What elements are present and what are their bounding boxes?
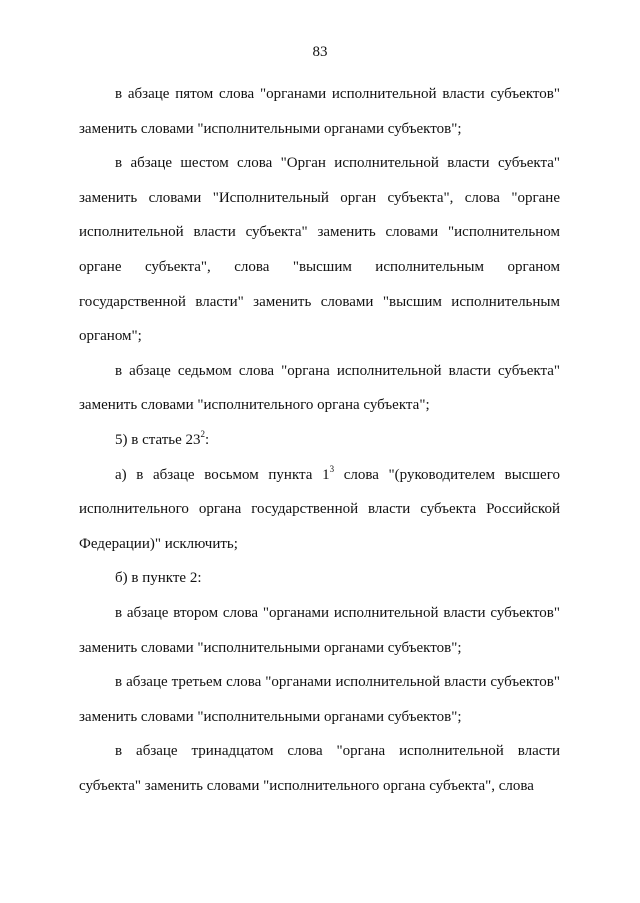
superscript-3: 3 xyxy=(329,463,335,474)
paragraph-9: в абзаце тринадцатом слова "органа исполнительной власти субъекта" заменить словами "исполнительного органа субъекта", слова xyxy=(79,743,560,794)
paragraph-6: б) в пункте 2: xyxy=(115,570,202,587)
paragraph-5 xyxy=(79,458,560,562)
paragraph-2: в абзаце шестом слова "Орган исполнительной власти субъекта" заменить словами "Исполнительный орган субъекта", слова "органе исполнительной власти субъекта" заменить словами "исполнительном органе субъекта", слова "высшим исполнительным органом государственной власти" заменить словами "высшим исполнительным органом"; xyxy=(79,155,560,345)
page-number: 83 xyxy=(312,44,328,60)
paragraph-4-text: 5) в статье 23 xyxy=(115,431,201,448)
superscript-2: 2 xyxy=(200,428,206,439)
paragraph-3: в абзаце седьмом слова "органа исполнительной власти субъекта" заменить словами "исполнительного органа субъекта"; xyxy=(79,362,560,414)
paragraph-4 xyxy=(79,423,560,458)
paragraph-8: в абзаце третьем слова "органами исполнительной власти субъектов" заменить словами "исполнительными органами субъектов"; xyxy=(79,674,560,725)
document-body xyxy=(79,77,560,803)
paragraph-5-text: а) в абзаце восьмом пункта 1 xyxy=(115,466,330,483)
paragraph-1: в абзаце пятом слова "органами исполнительной власти субъектов" заменить словами "исполнительными органами субъектов"; xyxy=(79,86,560,137)
paragraph-5-tail: слова "(руководителем высшего исполнительного органа государственной власти субъекта Российской Федерации)" исключить; xyxy=(79,466,560,552)
paragraph-4-tail: : xyxy=(205,431,210,448)
paragraph-7: в абзаце втором слова "органами исполнительной власти субъектов" заменить словами "исполнительными органами субъектов"; xyxy=(79,604,560,656)
